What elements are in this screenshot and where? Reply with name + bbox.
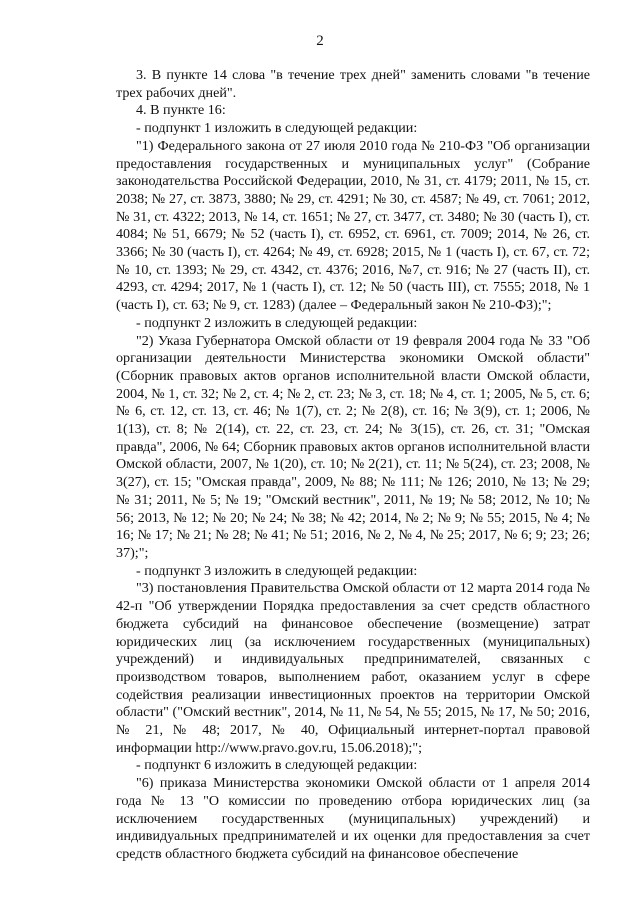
paragraph: 4. В пункте 16: (136, 102, 226, 119)
paragraph: - подпункт 3 изложить в следующей редакции: (136, 562, 418, 579)
document-body (116, 67, 590, 864)
paragraph: "2) Указа Губернатора Омской области от 19 февраля 2004 года № 33 "Об организации деятельности Министерства экономики Омской области" (Сборник правовых актов органов исполнительной власти Омской области, 2004, № 1, ст. 32; № 2, ст. 4; № 2, ст. 23; № 3, ст. 18; № 4, ст. 1; 2005, № 5, ст. 6; № 6, ст. 12, ст. 13, ст. 46; № 1(7), ст. 2; № 2(8), ст. 16; № 3(9), ст. 1; 2006, № 1(13), ст. 8; № 2(14), ст. 22, ст. 23, ст. 24; № 3(15), ст. 26, ст. 31; "Омская правда", 2006, № 64; Сборник правовых актов органов исполнительной власти Омской области, 2007, № 1(20), ст. 10; № 2(21), ст. 11; № 5(24), ст. 23; 2008, № 3(27), ст. 15; "Омская правда", 2009, № 88; № 111; № 126; 2010, № 13; № 29; № 31; 2011, № 5; № 19; "Омский вестник", 2011, № 19; № 58; 2012, № 10; № 56; 2013, № 12; № 20; № 24; № 38; № 42; 2014, № 2; № 9; № 55; 2015, № 4; № 16; № 17; № 21; № 28; № 41; № 51; 2016, № 2, № 4, № 25; 2017, № 6; 9; 23; 26; 37);"; (116, 332, 590, 561)
paragraph: "6) приказа Министерства экономики Омской области от 1 апреля 2014 года № 13 "О комиссии по проведению отбора юридических лиц (за исключением государственных (муниципальных) учреждений) и индивидуальных предпринимателей и их оценки для предоставления за счет средств областного бюджета субсидий на финансовое обеспечение (116, 775, 590, 862)
page-number: 2 (316, 33, 324, 49)
paragraph: - подпункт 6 изложить в следующей редакции: (136, 757, 418, 774)
paragraph: "3) постановления Правительства Омской области от 12 марта 2014 года № 42-п "Об утверждении Порядка предоставления за счет средств областного бюджета субсидий на финансовое обеспечение (возмещение) затрат юридических лиц (за исключением государственных (муниципальных) учреждений) и индивидуальных предпринимателей, связанных с производством товаров, выполнением работ, оказанием услуг в сфере содействия реализации инвестиционных проектов на территории Омской области" ("Омский вестник", 2014, № 11, № 54, № 55; 2015, № 17, № 50; 2016, № 21, № 48; 2017, № 40, Официальный интернет-портал правовой информации http://www.pravo.gov.ru, 15.06.2018);"; (116, 580, 590, 756)
paragraph: - подпункт 1 изложить в следующей редакции: (136, 120, 418, 137)
paragraph: "1) Федерального закона от 27 июля 2010 года № 210-ФЗ "Об организации предоставления государственных и муниципальных услуг" (Собрание законодательства Российской Федерации, 2010, № 31, ст. 4179; 2011, № 15, ст. 2038; № 27, ст. 3873, 3880; № 29, ст. 4291; № 30, ст. 4587; № 49, ст. 7061; 2012, № 31, ст. 4322; 2013, № 14, ст. 1651; № 27, ст. 3477, ст. 3480; № 30 (часть I), ст. 4084; № 51, 6679; № 52 (часть I), ст. 6952, ст. 6961, ст. 7009; 2014, № 26, ст. 3366; № 30 (часть I), ст. 4264; № 49, ст. 6928; 2015, № 1 (часть I), ст. 67, ст. 72; № 10, ст. 1393; № 29, ст. 4342, ст. 4376; 2016, №7, ст. 916; № 27 (часть II), ст. 4293, ст. 4294; 2017, № 1 (часть I), ст. 12; № 50 (часть III), ст. 7555; 2018, № 1 (часть I), ст. 63; № 9, ст. 1283) (далее – Федеральный закон № 210-ФЗ);"; (116, 137, 590, 314)
paragraph: 3. В пункте 14 слова "в течение трех дней" заменить словами "в течение трех рабочих дней". (116, 67, 590, 101)
paragraph: - подпункт 2 изложить в следующей редакции: (136, 314, 418, 331)
